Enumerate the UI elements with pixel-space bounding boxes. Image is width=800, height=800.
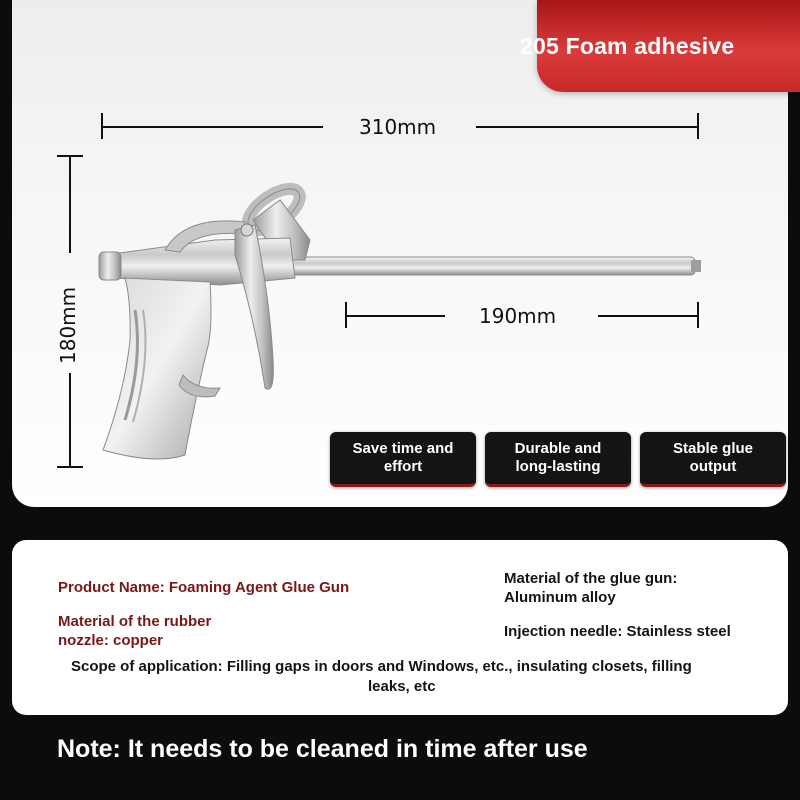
feature-save-time-line2: effort (383, 458, 423, 475)
foam-gun-image (95, 160, 705, 470)
length-dimension-left-line (101, 126, 323, 128)
spec-gun-material-line1: Material of the glue gun: (504, 570, 678, 587)
feature-stable-output-line1: Stable glue (672, 440, 754, 457)
feature-durable-line1: Durable and (514, 440, 602, 457)
feature-durable-text (515, 440, 602, 476)
spec-gun-material-line2: Aluminum alloy (504, 589, 616, 606)
length-dimension-label: 310mm (359, 115, 437, 139)
cleaning-note: Note: It needs to be cleaned in time after use (57, 735, 588, 763)
feature-save-time-text (353, 440, 454, 476)
spec-rubber-nozzle-line1: Material of the rubber (58, 613, 212, 630)
height-dimension-label: 180mm (56, 286, 80, 364)
height-dimension-bottom-line (69, 373, 71, 467)
height-dimension-bottom-cap (57, 466, 83, 468)
feature-durable-line2: long-lasting (515, 458, 601, 475)
feature-durable (485, 432, 631, 487)
feature-stable-output (640, 432, 786, 487)
feature-save-time-line1: Save time and (352, 440, 454, 457)
spec-product-name: Product Name: Foaming Agent Glue Gun (58, 579, 350, 596)
brand-title: 205 Foam adhesive (520, 33, 735, 59)
spec-rubber-nozzle-line2: nozzle: copper (58, 632, 164, 649)
feature-save-time (330, 432, 476, 487)
spec-scope-line2: leaks, etc (368, 678, 436, 695)
spec-injection-needle: Injection needle: Stainless steel (504, 623, 731, 640)
spec-scope-line1: Scope of application: Filling gaps in doors and Windows, etc., insulating closets, filling (71, 658, 692, 675)
height-dimension-top-line (69, 155, 71, 253)
feature-stable-output-line2: output (689, 458, 737, 475)
length-dimension-right-cap (697, 113, 699, 139)
feature-stable-output-text (673, 440, 753, 476)
length-dimension-right-line (476, 126, 698, 128)
barrel-dimension-label: 190mm (479, 304, 557, 328)
